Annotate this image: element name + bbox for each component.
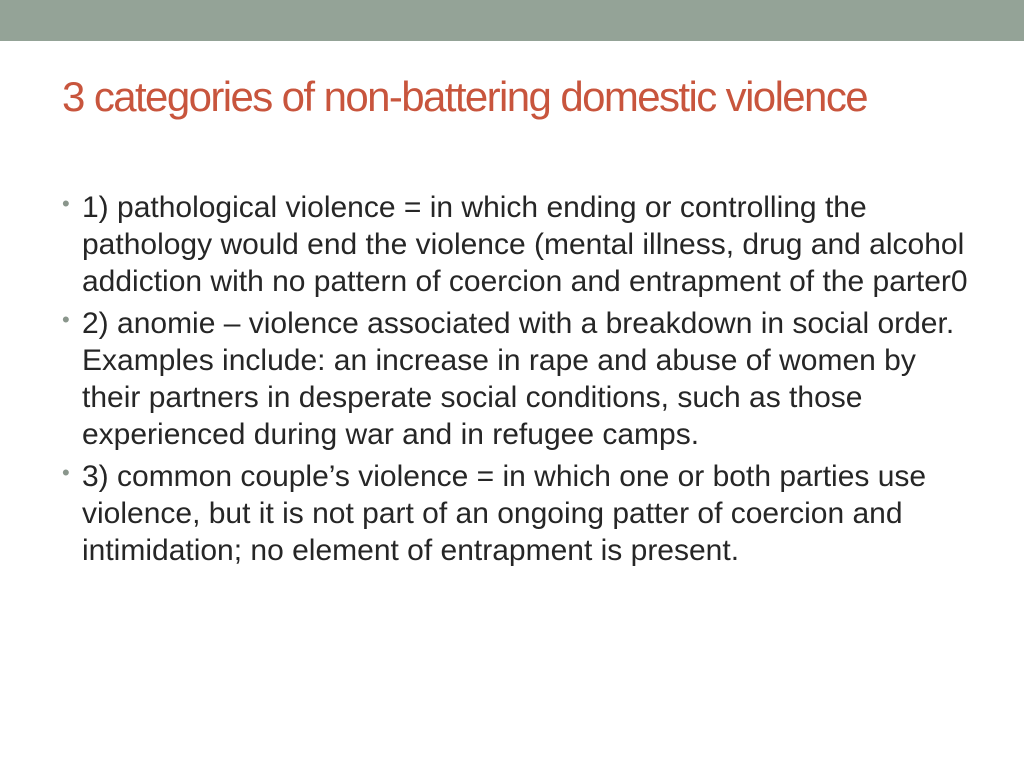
- bullet-item-2: [62, 305, 982, 453]
- bullet-list: [62, 189, 982, 574]
- bullet-text-3: 3) common couple’s violence = in which one or both parties use violence, but it is not part of an ongoing patter of coercion and intimidation; no element of entrapment is present.: [82, 460, 927, 567]
- bullet-item-1: [62, 189, 982, 300]
- bullet-item-3: [62, 458, 982, 569]
- bullet-text-2: 2) anomie – violence associated with a breakdown in social order. Examples include: an increase in rape and abuse of women by their partners in desperate social conditions, such as those experienced during war and in refugee camps.: [82, 307, 955, 451]
- slide-title: 3 categories of non-battering domestic violence: [62, 73, 867, 120]
- bullet-dot-icon: •: [62, 307, 70, 332]
- top-decorative-band: [0, 0, 1024, 41]
- bullet-dot-icon: •: [62, 460, 70, 485]
- bullet-dot-icon: •: [62, 191, 70, 216]
- bullet-text-1: 1) pathological violence = in which ending or controlling the pathology would end the violence (mental illness, drug and alcohol addiction with no pattern of coercion and entrapment of the parter0: [82, 191, 968, 298]
